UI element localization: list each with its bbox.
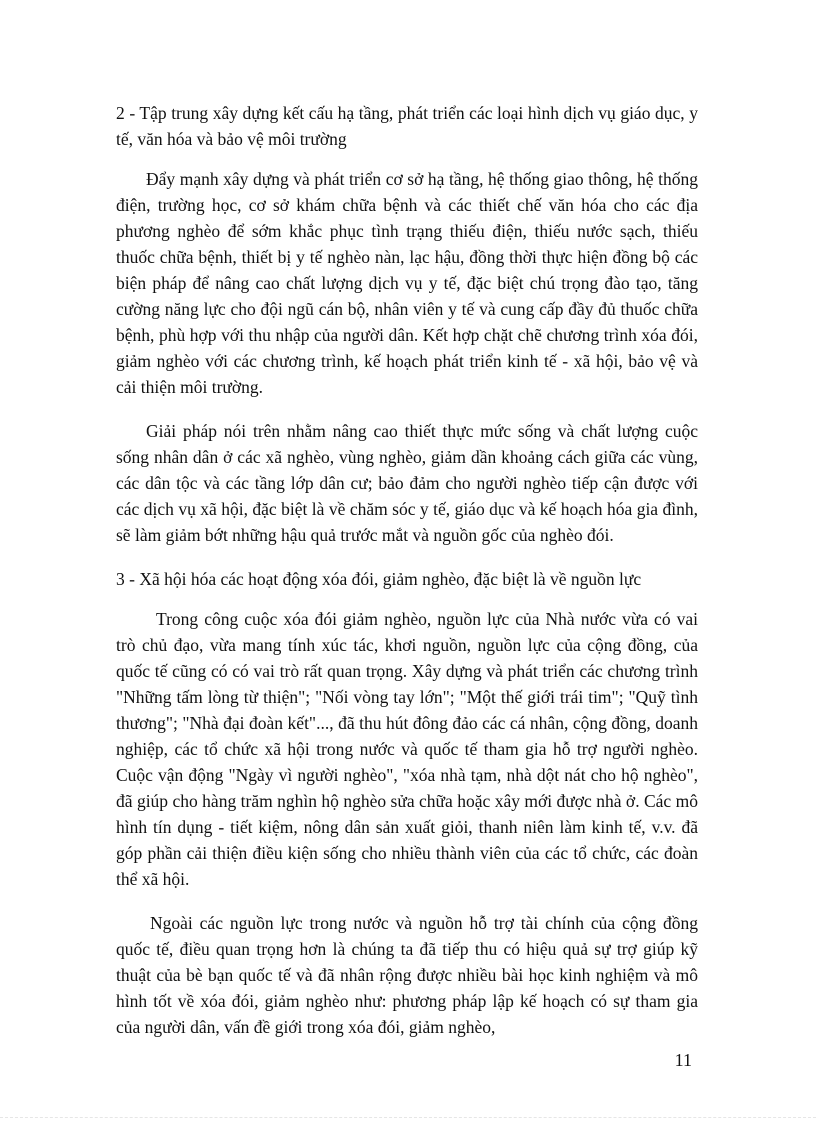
section-heading-3: 3 - Xã hội hóa các hoạt động xóa đói, giảm nghèo, đặc biệt là về nguồn lực — [116, 569, 642, 589]
page-body — [116, 100, 698, 1058]
page-bottom-divider — [0, 1117, 816, 1118]
paragraph-resources: Trong công cuộc xóa đói giảm nghèo, nguồn lực của Nhà nước vừa có vai trò chủ đạo, vừa mang tính xúc tác, khơi nguồn, nguồn lực của cộng đồng, của quốc tế cũng có có vai trò rất quan trọng. Xây dựng và phát triển các chương trình "Những tấm lòng từ thiện"; "Nối vòng tay lớn"; "Một thế giới trái tim"; "Quỹ tình thương"; "Nhà đại đoàn kết"..., đã thu hút đông đảo các cá nhân, cộng đồng, doanh nghiệp, các tổ chức xã hội trong nước và quốc tế tham gia hỗ trợ người nghèo. Cuộc vận động "Ngày vì người nghèo", "xóa nhà tạm, nhà dột nát cho hộ nghèo", đã giúp cho hàng trăm nghìn hộ nghèo sửa chữa hoặc xây mới được nhà ở. Các mô hình tín dụng - tiết kiệm, nông dân sản xuất giỏi, thanh niên làm kinh tế, v.v. đã góp phần cải thiện điều kiện sống cho nhiều thành viên của các tổ chức, các đoàn thể xã hội. — [116, 609, 698, 889]
paragraph-international-support: Ngoài các nguồn lực trong nước và nguồn hỗ trợ tài chính của cộng đồng quốc tế, điều quan trọng hơn là chúng ta đã tiếp thu có hiệu quả sự trợ giúp kỹ thuật của bè bạn quốc tế và đã nhân rộng được nhiều bài học kinh nghiệm và mô hình tốt về xóa đói, giảm nghèo như: phương pháp lập kế hoạch có sự tham gia của người dân, vấn đề giới trong xóa đói, giảm nghèo, — [116, 913, 698, 1037]
paragraph-infrastructure: Đẩy mạnh xây dựng và phát triển cơ sở hạ tầng, hệ thống giao thông, hệ thống điện, trường học, cơ sở khám chữa bệnh và các thiết chế văn hóa cho các địa phương nghèo để sớm khắc phục tình trạng thiếu điện, thiếu nước sạch, thiếu thuốc chữa bệnh, thiết bị y tế nghèo nàn, lạc hậu, đồng thời thực hiện đồng bộ các biện pháp để nâng cao chất lượng dịch vụ y tế, đặc biệt chú trọng đào tạo, tăng cường năng lực cho đội ngũ cán bộ, nhân viên y tế và cung cấp đầy đủ thuốc chữa bệnh, phù hợp với thu nhập của người dân. Kết hợp chặt chẽ chương trình xóa đói, giảm nghèo với các chương trình, kế hoạch phát triển kinh tế - xã hội, bảo vệ và cải thiện môi trường. — [116, 169, 698, 397]
section-heading-2: 2 - Tập trung xây dựng kết cấu hạ tầng, phát triển các loại hình dịch vụ giáo dục, y tế, văn hóa và bảo vệ môi trường — [116, 103, 698, 149]
paragraph-solution-effects: Giải pháp nói trên nhằm nâng cao thiết thực mức sống và chất lượng cuộc sống nhân dân ở các xã nghèo, vùng nghèo, giảm dần khoảng cách giữa các vùng, các dân tộc và các tầng lớp dân cư; bảo đảm cho người nghèo tiếp cận được với các dịch vụ xã hội, đặc biệt là về chăm sóc y tế, giáo dục và kế hoạch hóa gia đình, sẽ làm giảm bớt những hậu quả trước mắt và nguồn gốc của nghèo đói. — [116, 421, 698, 545]
page-number: 11 — [674, 1050, 692, 1070]
